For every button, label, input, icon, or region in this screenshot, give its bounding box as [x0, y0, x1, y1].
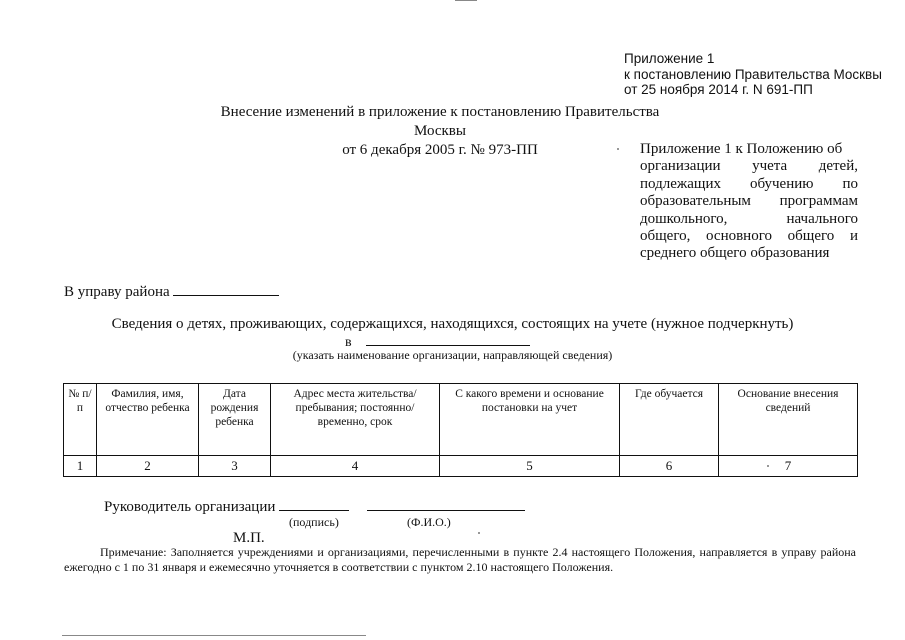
signature-blank[interactable] [279, 497, 349, 511]
table-row [64, 456, 858, 477]
annex-line4: образовательным программам [640, 193, 858, 210]
annex-line5: дошкольного, начального [640, 210, 858, 227]
header-address: Адрес места жительства/пребывания; постоянно/ временно, срок [271, 384, 440, 456]
annex-line3: подлежащих обучению по [640, 175, 858, 192]
addressee-label: В управу района [64, 284, 170, 300]
header-school: Где обучается [620, 384, 719, 456]
table-cell[interactable]: 2 [97, 456, 199, 477]
table-header-row [64, 384, 858, 456]
amendment-title-line1: Внесение изменений в приложение к постановлению Правительства Москвы [220, 104, 660, 139]
scan-speck [617, 148, 619, 150]
header-number: № п/п [64, 384, 97, 456]
table-cell[interactable]: 7 [719, 456, 858, 477]
appendix-header-line1: Приложение 1 [624, 51, 715, 66]
organization-blank[interactable] [366, 334, 530, 346]
annex-line6: общего, основного общего и [640, 228, 858, 245]
header-entry-basis: Основание внесения сведений [719, 384, 858, 456]
header-registration-basis: С какого времени и основание постановки на учет [440, 384, 620, 456]
appendix-header [624, 51, 882, 98]
info-title: Сведения о детях, проживающих, содержащихся, находящихся, состоящих на учете (нужное подчеркнуть) [111, 316, 794, 332]
signature-label: Руководитель организации [104, 499, 276, 515]
scan-mark-top [455, 0, 477, 1]
children-table [63, 383, 858, 477]
addressee-line [64, 282, 279, 301]
table-cell[interactable]: 5 [440, 456, 620, 477]
scan-speck [478, 532, 480, 534]
addressee-blank[interactable] [173, 282, 279, 296]
annex-line1: Приложение 1 к Положению об [640, 141, 843, 157]
table-cell[interactable]: 6 [620, 456, 719, 477]
table-cell[interactable]: 4 [271, 456, 440, 477]
organization-prep: в [345, 335, 352, 350]
appendix-header-line2: к постановлению Правительства Москвы [624, 66, 882, 82]
annex-note [640, 141, 858, 263]
annex-line2: организации учета детей, [640, 158, 858, 175]
appendix-header-line3: от 25 ноября 2014 г. N 691-ПП [624, 82, 813, 97]
header-birth-date: Дата рождения ребенка [199, 384, 271, 456]
footnote: Примечание: Заполняется учреждениями и организациями, перечисленными в пункте 2.4 настоящего Положения, направляется в управу района ежегодно с 1 по 31 января и ежемесячно уточняется в соответствии с пунктом 2.10 настоящего Положения. [64, 545, 856, 574]
name-hint: (Ф.И.О.) [407, 515, 451, 529]
amendment-title [200, 103, 680, 160]
table-cell[interactable]: 1 [64, 456, 97, 477]
organization-hint: (указать наименование организации, направляющей сведения) [292, 348, 613, 362]
scan-mark-bottom [62, 635, 366, 636]
table-cell[interactable]: 3 [199, 456, 271, 477]
annex-line7: среднего общего образования [640, 245, 830, 262]
header-full-name: Фамилия, имя, отчество ребенка [97, 384, 199, 456]
name-blank[interactable] [367, 497, 525, 511]
scan-speck [767, 465, 769, 467]
signature-hint: (подпись) [289, 515, 339, 529]
stamp-place: М.П. [233, 530, 265, 546]
amendment-title-line2: от 6 декабря 2005 г. № 973-ПП [342, 142, 538, 158]
signature-line [104, 497, 525, 516]
